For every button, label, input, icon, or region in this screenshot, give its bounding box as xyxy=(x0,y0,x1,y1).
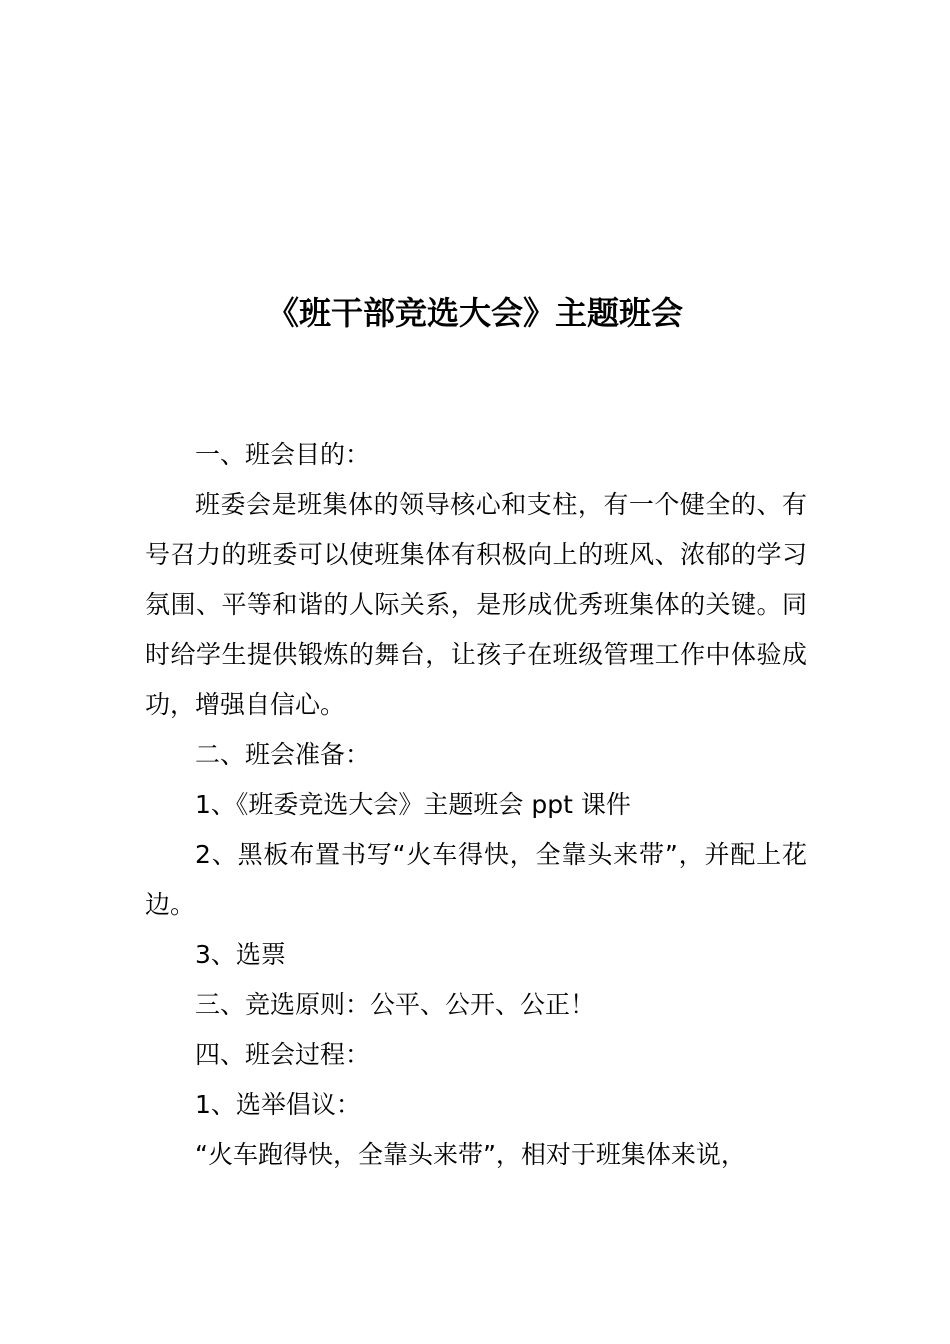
list-item-process-1: 1、选举倡议： xyxy=(195,1090,361,1119)
list-item-preparation-3: 3、选票 xyxy=(195,940,286,969)
list-item-preparation-2: 2、黑板布置书写“火车得快，全靠头来带”，并配上花边。 xyxy=(145,840,807,919)
section-heading-principle: 三、竞选原则：公平、公开、公正！ xyxy=(195,990,596,1019)
list-item-preparation-1: 1、《班委竞选大会》主题班会 ppt 课件 xyxy=(195,790,631,819)
section-heading-process: 四、班会过程： xyxy=(195,1040,371,1069)
section-heading-purpose: 一、班会目的： xyxy=(195,440,371,469)
document-title: 《班干部竞选大会》主题班会 xyxy=(266,294,683,332)
paragraph-purpose: 班委会是班集体的领导核心和支柱，有一个健全的、有号召力的班委可以使班集体有积极向上的班风、浓郁的学习氛围、平等和谐的人际关系，是形成优秀班集体的关键。同时给学生提供锻炼的舞台，让孩子在班级管理工作中体验成功，增强自信心。 xyxy=(145,490,807,719)
document-body xyxy=(145,430,807,1180)
section-heading-preparation: 二、班会准备： xyxy=(195,740,371,769)
paragraph-process-intro: “火车跑得快，全靠头来带”，相对于班集体来说， xyxy=(195,1140,746,1169)
